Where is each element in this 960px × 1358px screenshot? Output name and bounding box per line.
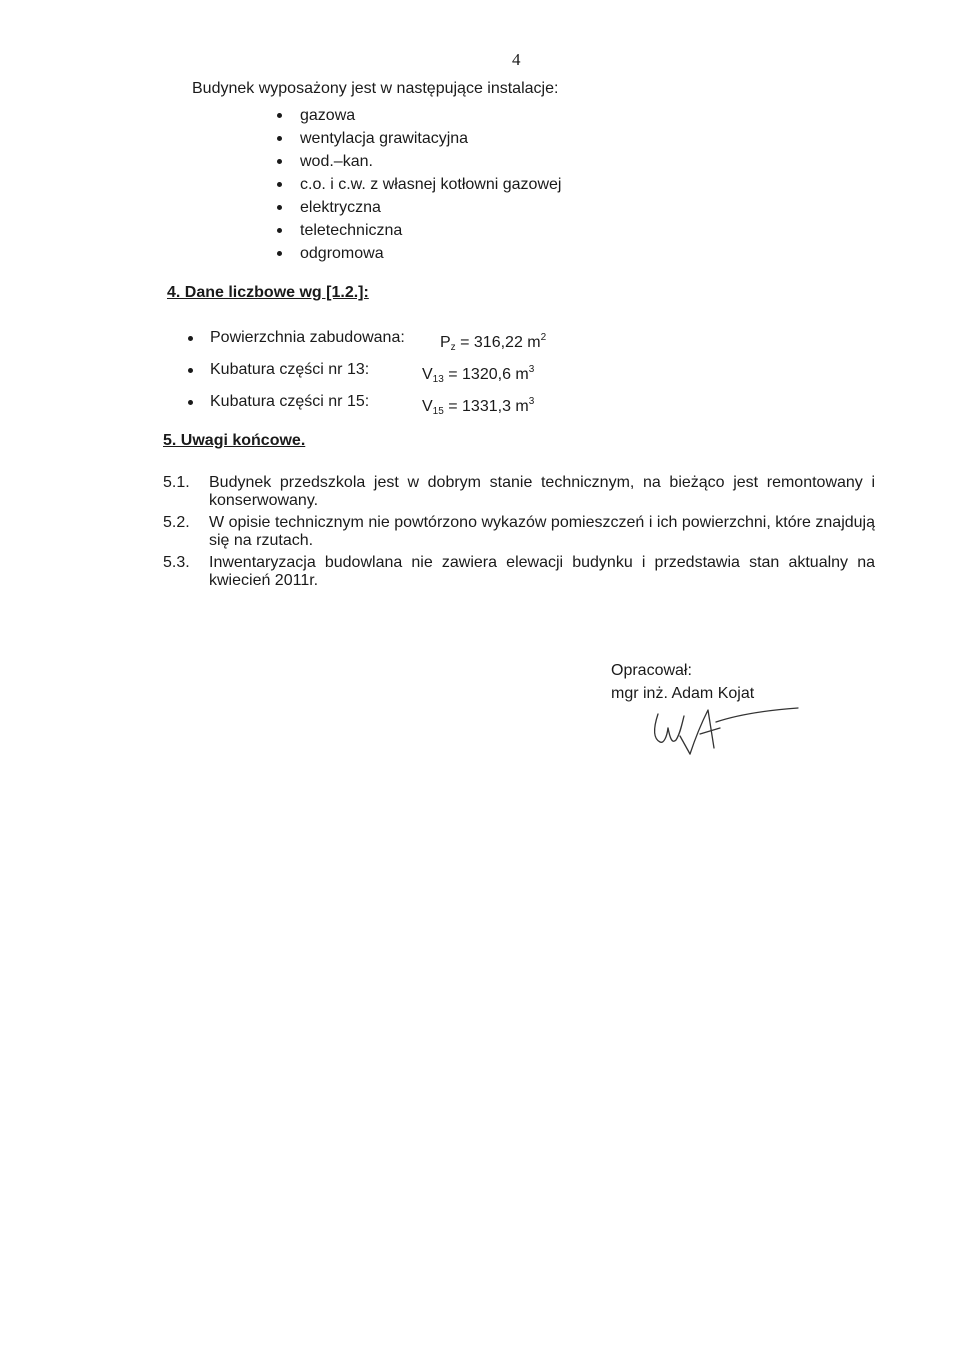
metrics-list: [188, 322, 547, 418]
metric-row: [188, 354, 535, 386]
installation-label: c.o. i c.w. z własnej kotłowni gazowej: [300, 176, 562, 193]
metric-label: Kubatura części nr 15:: [210, 393, 370, 410]
bullet-icon: [188, 368, 193, 373]
bullet-icon: [188, 400, 193, 405]
installation-label: teletechniczna: [300, 222, 403, 239]
metric-value: [422, 386, 534, 428]
remark-item: [163, 474, 875, 514]
prepared-by-label: Opracował:: [611, 662, 692, 679]
metric-subscript: 15: [432, 406, 444, 417]
list-item: [277, 104, 561, 127]
metric-subscript: z: [450, 342, 456, 353]
metric-superscript: 2: [540, 332, 547, 343]
metric-row: [188, 386, 535, 418]
remark-number: 5.2.: [163, 514, 190, 531]
prepared-by-name: mgr inż. Adam Kojat: [611, 685, 755, 702]
list-item: [277, 150, 561, 173]
remark-item: [163, 514, 875, 554]
signature-icon: [640, 692, 800, 762]
list-item: [277, 127, 561, 150]
remark-text: Inwentaryzacja budowlana nie zawiera elewacji budynku i przedstawia stan aktualny na kwiecień 2011r.: [209, 554, 875, 589]
remark-text: Budynek przedszkola jest w dobrym stanie technicznym, na bieżąco jest remontowany i konserwowany.: [209, 474, 875, 509]
bullet-icon: [188, 336, 193, 341]
remark-text: W opisie technicznym nie powtórzono wykazów pomieszczeń i ich powierzchni, które znajdują się na rzutach.: [209, 514, 875, 549]
metric-label: Kubatura części nr 13:: [210, 361, 370, 378]
list-item: [277, 196, 561, 219]
installations-intro: Budynek wyposażony jest w następujące instalacje:: [192, 80, 559, 97]
metric-superscript: 3: [528, 364, 535, 375]
page-number: 4: [512, 50, 521, 69]
metric-equals: = 1320,6 m: [443, 366, 529, 383]
remarks-list: [163, 474, 875, 594]
installations-list: [277, 104, 561, 265]
installation-label: gazowa: [300, 107, 356, 124]
metric-equals: = 1331,3 m: [443, 398, 529, 415]
bullet-icon: [277, 251, 282, 256]
bullet-icon: [277, 113, 282, 118]
list-item: [277, 173, 561, 196]
bullet-icon: [277, 136, 282, 141]
bullet-icon: [277, 182, 282, 187]
section-5-heading: 5. Uwagi końcowe.: [163, 432, 306, 449]
remark-number: 5.1.: [163, 474, 190, 491]
metric-row: [188, 322, 547, 354]
installation-label: wod.–kan.: [300, 153, 373, 170]
list-item: [277, 219, 561, 242]
installation-label: odgromowa: [300, 245, 384, 262]
section-4-heading: 4. Dane liczbowe wg [1.2.]:: [167, 284, 369, 301]
metric-equals: = 316,22 m: [455, 334, 541, 351]
installation-label: elektryczna: [300, 199, 381, 216]
bullet-icon: [277, 228, 282, 233]
installation-label: wentylacja grawitacyjna: [300, 130, 469, 147]
metric-symbol: V: [422, 398, 433, 415]
bullet-icon: [277, 159, 282, 164]
metric-symbol: P: [440, 334, 451, 351]
bullet-icon: [277, 205, 282, 210]
list-item: [277, 242, 561, 265]
metric-subscript: 13: [432, 374, 444, 385]
metric-label: Powierzchnia zabudowana:: [210, 329, 405, 346]
metric-superscript: 3: [528, 396, 535, 407]
metric-symbol: V: [422, 366, 433, 383]
remark-item: [163, 554, 875, 594]
remark-number: 5.3.: [163, 554, 190, 571]
